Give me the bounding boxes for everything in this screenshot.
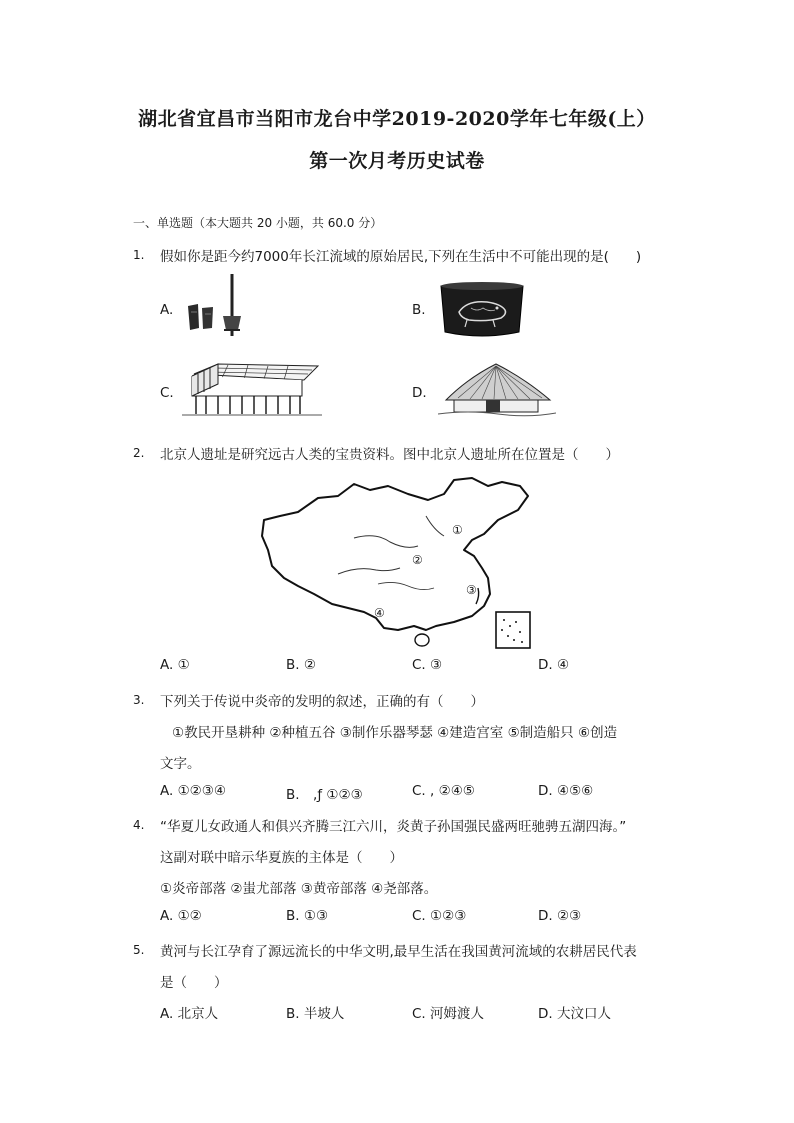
question-4-items-line: ①炎帝部落 ②蚩尤部落 ③黄帝部落 ④尧部落。	[160, 881, 438, 897]
question-5-option-d[interactable]: D. 大汶口人	[538, 1006, 611, 1022]
map-marker-2: ②	[412, 553, 423, 567]
question-3-text: 下列关于传说中炎帝的发明的叙述，正确的有（ ）	[160, 694, 484, 710]
question-4-option-b[interactable]: B. ①③	[286, 908, 329, 924]
pig-pattern-black-pottery-icon	[437, 280, 527, 342]
bone-farming-tool-icon	[180, 272, 250, 340]
thatched-semi-underground-hut-icon	[438, 360, 556, 420]
question-2-option-d[interactable]: D. ④	[538, 657, 570, 673]
question-3-number: 3.	[133, 693, 145, 707]
question-2-option-c[interactable]: C. ③	[412, 657, 443, 673]
question-2-option-b[interactable]: B. ②	[286, 657, 316, 673]
exam-title-line-2: 第一次月考历史试卷	[309, 150, 485, 172]
question-4-number: 4.	[133, 818, 145, 832]
stilt-house-icon	[178, 362, 326, 418]
question-5-number: 5.	[133, 943, 145, 957]
question-3-option-c[interactable]: C. , ②④⑤	[412, 783, 475, 799]
question-5-text-line-2: 是（ ）	[160, 975, 228, 991]
exam-title-line-1: 湖北省宜昌市当阳市龙台中学2019-2020学年七年级(上）	[138, 108, 656, 130]
map-marker-4: ④	[374, 606, 385, 620]
question-4-text: “华夏儿女政通人和俱兴齐腾三江六川，炎黄子孙国强民盛两旺驰骋五湖四海。”	[160, 819, 627, 835]
question-2-number: 2.	[133, 446, 145, 460]
question-4-option-c[interactable]: C. ①②③	[412, 908, 467, 924]
question-3-option-d[interactable]: D. ④⑤⑥	[538, 783, 594, 799]
map-marker-1: ①	[452, 523, 463, 537]
question-2-option-a[interactable]: A. ①	[160, 657, 190, 673]
china-map	[258, 476, 534, 652]
question-1-number: 1.	[133, 248, 145, 262]
question-5-option-a[interactable]: A. 北京人	[160, 1006, 219, 1022]
question-3-items-line: ①教民开垦耕种 ②种植五谷 ③制作乐器琴瑟 ④建造宫室 ⑤制造船只 ⑥创造	[172, 725, 618, 741]
question-5-option-b[interactable]: B. 半坡人	[286, 1006, 345, 1022]
question-3-option-b[interactable]: B. ,ƒ ①②③	[286, 787, 363, 803]
question-3-items-line-2: 文字。	[160, 756, 201, 772]
question-4-option-d[interactable]: D. ②③	[538, 908, 582, 924]
question-1-option-d-label[interactable]: D.	[412, 385, 427, 401]
question-1-option-b-label[interactable]: B.	[412, 302, 426, 318]
question-4-text-line-2: 这副对联中暗示华夏族的主体是（ ）	[160, 850, 403, 866]
question-1-option-c-label[interactable]: C.	[160, 385, 174, 401]
question-5-text: 黄河与长江孕育了源远流长的中华文明,最早生活在我国黄河流域的农耕居民代表	[160, 944, 637, 960]
question-5-option-c[interactable]: C. 河姆渡人	[412, 1006, 485, 1022]
question-1-option-a-label[interactable]: A.	[160, 302, 174, 318]
question-2-text: 北京人遗址是研究远古人类的宝贵资料。图中北京人遗址所在位置是（ ）	[160, 447, 619, 463]
question-3-option-a[interactable]: A. ①②③④	[160, 783, 226, 799]
question-4-option-a[interactable]: A. ①②	[160, 908, 202, 924]
map-marker-3: ③	[466, 583, 477, 597]
section-heading: 一、单选题（本大题共 20 小题，共 60.0 分）	[133, 216, 383, 230]
question-1-text: 假如你是距今约7000年长江流域的原始居民,下列在生活中不可能出现的是( )	[160, 249, 642, 265]
